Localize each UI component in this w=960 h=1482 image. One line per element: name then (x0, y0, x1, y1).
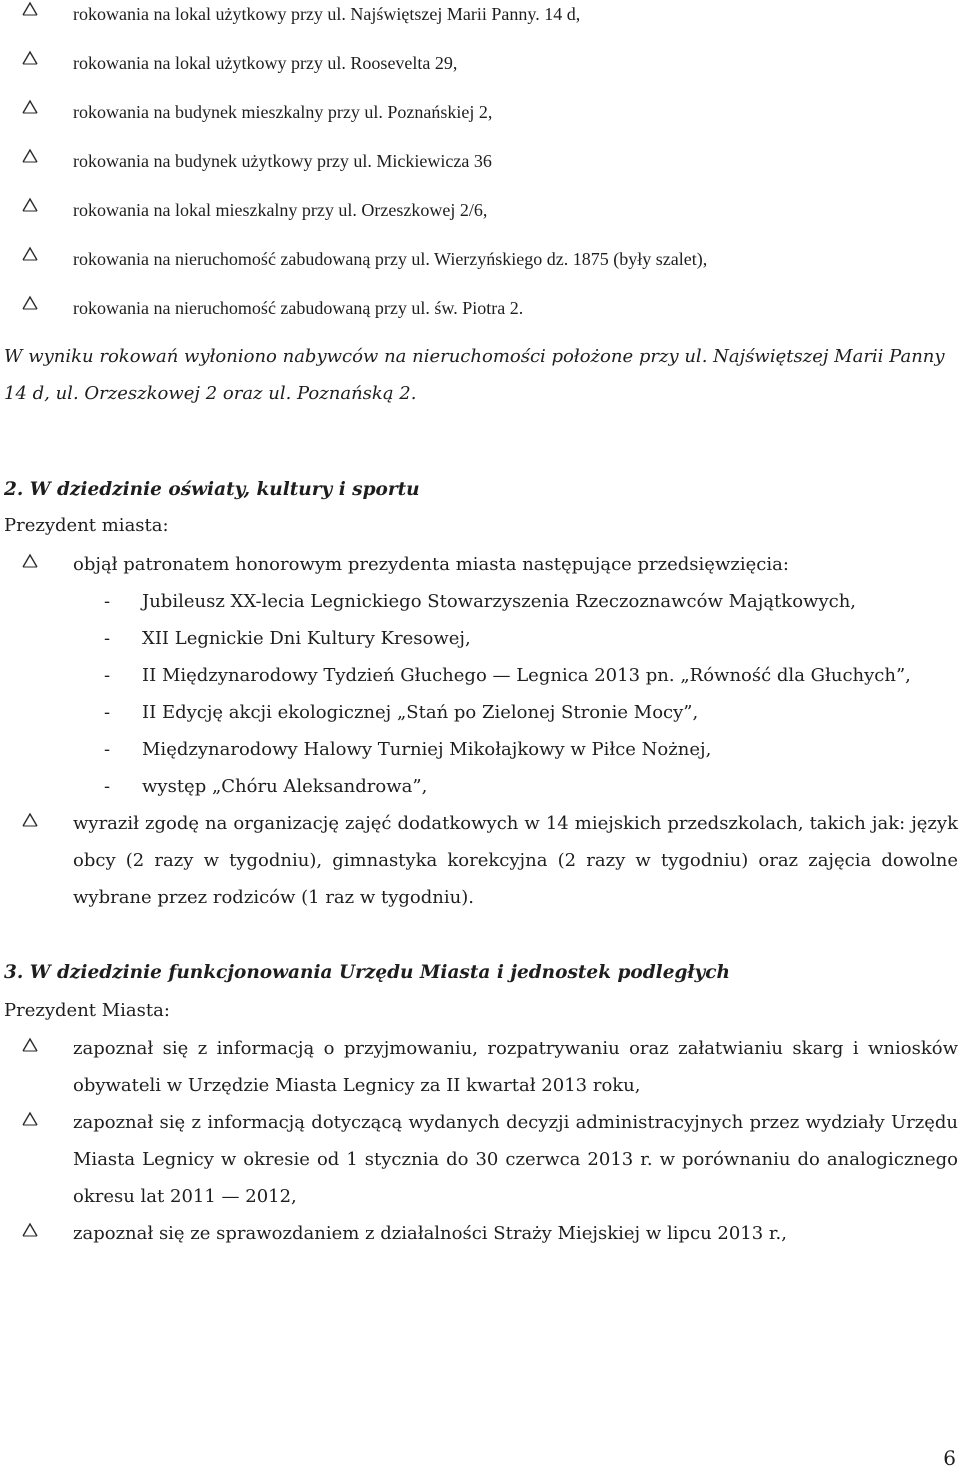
list-item-text: rokowania na lokal użytkowy przy ul. Roosevelta 29, (73, 53, 458, 73)
negotiation-result-text: W wyniku rokowań wyłoniono nabywców na nieruchomości położone przy ul. Najświętszej Marii Panny 14 d, ul. Orzeszkowej 2 oraz ul. Poznańską 2. (4, 346, 945, 404)
chevron-up-bullet-icon (22, 553, 44, 575)
event-text: II Edycję akcji ekologicznej „Stań po Zielonej Stronie Mocy”, (142, 702, 699, 723)
section-3-content (0, 1030, 958, 1252)
list-item (0, 583, 958, 620)
list-item (0, 147, 958, 196)
event-text: XII Legnickie Dni Kultury Kresowej, (142, 628, 471, 649)
list-item-text: rokowania na budynek mieszkalny przy ul. Poznańskiej 2, (73, 102, 493, 122)
dash-marker: - (104, 665, 111, 686)
dash-marker: - (104, 628, 111, 649)
chevron-up-bullet-icon (22, 295, 44, 317)
info-text: zapoznał się z informacją o przyjmowaniu, rozpatrywaniu oraz załatwianiu skarg i wniosków obywateli w Urzędzie Miasta Legnicy za II kwartał 2013 roku, (73, 1038, 958, 1096)
list-item (0, 620, 958, 657)
event-text: występ „Chóru Aleksandrowa”, (142, 776, 428, 797)
list-item-text: rokowania na lokal mieszkalny przy ul. Orzeszkowej 2/6, (73, 200, 488, 220)
dash-marker: - (104, 776, 111, 797)
list-item (0, 546, 958, 583)
list-item (0, 805, 958, 916)
section-3-title: 3. W dziedzinie funkcjonowania Urzędu Miasta i jednostek podległych (4, 962, 730, 983)
negotiations-list (0, 0, 958, 343)
chevron-up-bullet-icon (22, 50, 44, 72)
list-item (0, 731, 958, 768)
section-2-subtitle: Prezydent miasta: (4, 515, 169, 536)
list-item (0, 1104, 958, 1215)
dash-marker: - (104, 591, 111, 612)
list-item-text: rokowania na lokal użytkowy przy ul. Najświętszej Marii Panny. 14 d, (73, 4, 581, 24)
chevron-up-bullet-icon (22, 1037, 44, 1059)
list-item (0, 294, 958, 343)
dash-marker: - (104, 702, 111, 723)
dash-marker: - (104, 739, 111, 760)
chevron-up-bullet-icon (22, 1111, 44, 1133)
list-item (0, 98, 958, 147)
list-item-text: rokowania na budynek użytkowy przy ul. Mickiewicza 36 (73, 151, 492, 171)
list-item (0, 0, 958, 49)
event-text: II Międzynarodowy Tydzień Głuchego — Legnica 2013 pn. „Równość dla Głuchych”, (142, 665, 911, 686)
list-item (0, 1215, 958, 1252)
event-text: Międzynarodowy Halowy Turniej Mikołajkowy w Piłce Nożnej, (142, 739, 712, 760)
event-text: Jubileusz XX-lecia Legnickiego Stowarzyszenia Rzeczoznawców Majątkowych, (142, 591, 857, 612)
chevron-up-bullet-icon (22, 1222, 44, 1244)
list-item (0, 196, 958, 245)
consent-text: wyraził zgodę na organizację zajęć dodatkowych w 14 miejskich przedszkolach, takich jak: język obcy (2 razy w tygodniu), gimnastyka korekcyjna (2 razy w tygodniu) oraz zajęcia dowolne wybrane przez rodziców (1 raz w tygodniu). (73, 813, 958, 908)
list-item (0, 1030, 958, 1104)
section-3-subtitle: Prezydent Miasta: (4, 1000, 170, 1021)
patronage-events-list (0, 583, 958, 805)
page-number: 6 (943, 1446, 956, 1470)
list-item (0, 657, 958, 694)
list-item-text: rokowania na nieruchomość zabudowaną przy ul. Wierzyńskiego dz. 1875 (były szalet), (73, 249, 708, 269)
list-item (0, 694, 958, 731)
list-item (0, 768, 958, 805)
chevron-up-bullet-icon (22, 1, 44, 23)
patronage-intro-text: objął patronatem honorowym prezydenta miasta następujące przedsięwzięcia: (73, 554, 789, 575)
info-text: zapoznał się ze sprawozdaniem z działalności Straży Miejskiej w lipcu 2013 r., (73, 1223, 787, 1244)
chevron-up-bullet-icon (22, 197, 44, 219)
list-item (0, 245, 958, 294)
section-2-content (0, 546, 958, 916)
chevron-up-bullet-icon (22, 148, 44, 170)
list-item (0, 49, 958, 98)
section-2-title: 2. W dziedzinie oświaty, kultury i sportu (4, 479, 420, 500)
chevron-up-bullet-icon (22, 246, 44, 268)
chevron-up-bullet-icon (22, 812, 44, 834)
info-text: zapoznał się z informacją dotyczącą wydanych decyzji administracyjnych przez wydziały Urzędu Miasta Legnicy w okresie od 1 stycznia do 30 czerwca 2013 r. w porównaniu do analogicznego okresu lat 2011 — 2012, (73, 1112, 958, 1207)
list-item-text: rokowania na nieruchomość zabudowaną przy ul. św. Piotra 2. (73, 298, 524, 318)
chevron-up-bullet-icon (22, 99, 44, 121)
